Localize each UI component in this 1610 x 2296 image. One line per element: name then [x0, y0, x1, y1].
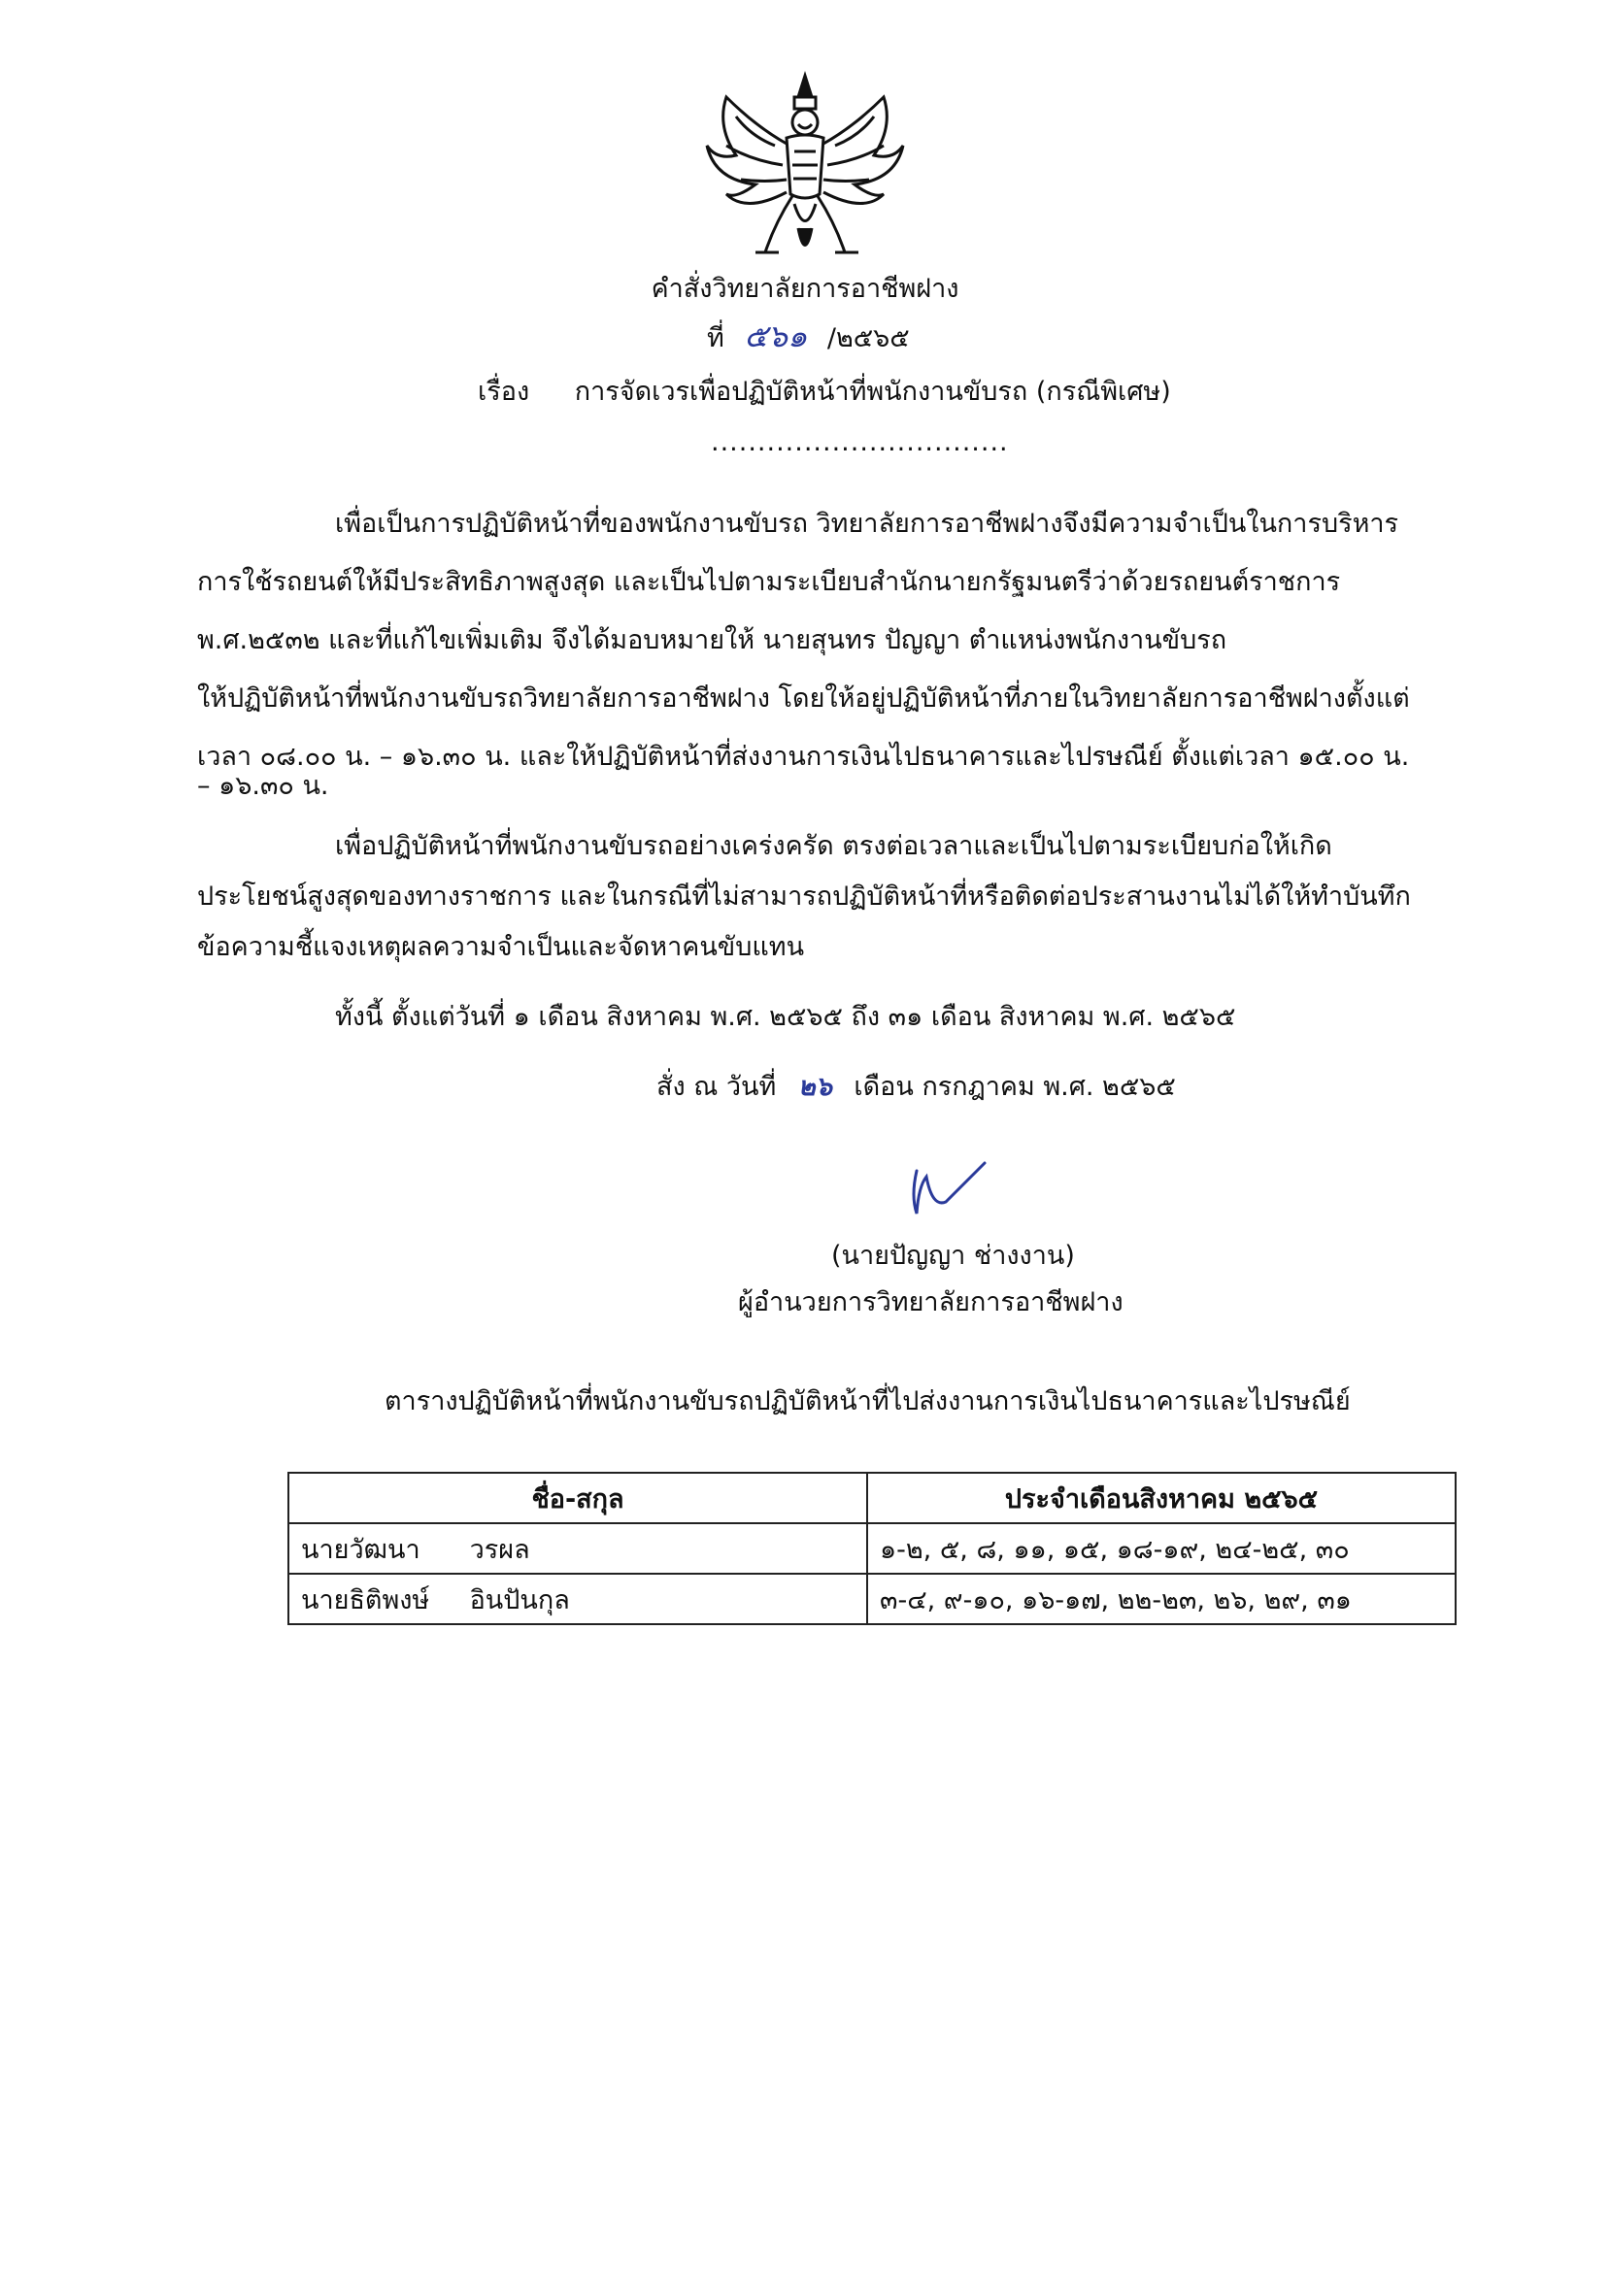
duty-schedule-table — [287, 1472, 1457, 1625]
paragraph-line: ประโยชน์สูงสุดของทางราชการ และในกรณีที่ไม่สามารถปฏิบัติหน้าที่หรือติดต่อประสานงานไม่ได้ให้ทำบันทึก — [197, 882, 1411, 912]
garuda-emblem — [697, 68, 913, 272]
table-row — [288, 1574, 1456, 1624]
driver-last-name: วรผล — [469, 1534, 530, 1565]
paragraph-line: การใช้รถยนต์ให้มีประสิทธิภาพสูงสุด และเป็นไปตามระเบียบสำนักนายกรัฐมนตรีว่าด้วยรถยนต์ราชการ — [197, 567, 1341, 597]
subject-label: เรื่อง — [478, 377, 530, 407]
paragraph-line: ข้อความชี้แจงเหตุผลความจำเป็นและจัดหาคนขับแทน — [197, 932, 805, 962]
order-date — [656, 1068, 1176, 1107]
order-date-rest: เดือน กรกฎาคม พ.ศ. ๒๕๖๕ — [854, 1072, 1176, 1102]
paragraph-line: เพื่อปฏิบัติหน้าที่พนักงานขับรถอย่างเคร่งครัด ตรงต่อเวลาและเป็นไปตามระเบียบก่อให้เกิด — [335, 831, 1332, 861]
column-header-dates: ประจำเดือนสิงหาคม ๒๕๖๕ — [867, 1473, 1456, 1523]
signatory-position: ผู้อำนวยการวิทยาลัยการอาชีพฝาง — [738, 1287, 1124, 1317]
driver-name — [288, 1523, 867, 1574]
signatory-name: (นายปัญญา ช่างงาน) — [831, 1241, 1075, 1271]
paragraph-line: ให้ปฏิบัติหน้าที่พนักงานขับรถวิทยาลัยการอาชีพฝาง โดยให้อยู่ปฏิบัติหน้าที่ภายในวิทยาลัยการอาชีพฝางตั้งแต่ — [197, 683, 1410, 714]
paragraph-line: เวลา ๐๘.๐๐ น. – ๑๖.๓๐ น. และให้ปฏิบัติหน้าที่ส่งงานการเงินไปธนาคารและไปรษณีย์ ตั้งแต่เวลา ๑๕.๐๐ น. — [197, 742, 1410, 772]
paragraph-line: – ๑๖.๓๐ น. — [197, 771, 329, 801]
table-header-row — [288, 1473, 1456, 1523]
driver-first-name: นายวัฒนา — [301, 1534, 420, 1565]
handwritten-signature — [903, 1157, 1000, 1225]
effective-period: ทั้งนี้ ตั้งแต่วันที่ ๑ เดือน สิงหาคม พ.ศ. ๒๕๖๕ ถึง ๓๑ เดือน สิงหาคม พ.ศ. ๒๕๖๕ — [335, 1002, 1236, 1032]
driver-last-name: อินปันกุล — [469, 1584, 570, 1615]
column-header-name: ชื่อ-สกุล — [288, 1473, 867, 1523]
order-subject — [478, 373, 1171, 412]
paragraph-line: เพื่อเป็นการปฏิบัติหน้าที่ของพนักงานขับรถ วิทยาลัยการอาชีพฝางจึงมีความจำเป็นในการบริหาร — [335, 509, 1399, 539]
header-separator: ................................ — [711, 427, 1009, 457]
order-number-year: /๒๕๖๕ — [826, 323, 910, 353]
table-row — [288, 1523, 1456, 1574]
order-number-handwritten: ๕๖๑ — [744, 317, 808, 354]
driver-name — [288, 1574, 867, 1624]
order-number — [707, 316, 910, 358]
order-title: คำสั่งวิทยาลัยการอาชีพฝาง — [651, 274, 959, 304]
driver-first-name: นายธิติพงษ์ — [301, 1584, 430, 1615]
order-date-day: ๒๖ — [797, 1072, 832, 1102]
order-date-prefix: สั่ง ณ วันที่ — [656, 1072, 777, 1102]
duty-days: ๓-๔, ๙-๑๐, ๑๖-๑๗, ๒๒-๒๓, ๒๖, ๒๙, ๓๑ — [867, 1574, 1456, 1624]
paragraph-line: พ.ศ.๒๕๓๒ และที่แก้ไขเพิ่มเติม จึงได้มอบหมายให้ นายสุนทร ปัญญา ตำแหน่งพนักงานขับรถ — [197, 625, 1227, 655]
order-number-prefix: ที่ — [707, 323, 724, 353]
subject-text: การจัดเวรเพื่อปฏิบัติหน้าที่พนักงานขับรถ (กรณีพิเศษ) — [574, 377, 1171, 407]
duty-days: ๑-๒, ๕, ๘, ๑๑, ๑๕, ๑๘-๑๙, ๒๔-๒๕, ๓๐ — [867, 1523, 1456, 1574]
schedule-title: ตารางปฏิบัติหน้าที่พนักงานขับรถปฏิบัติหน้าที่ไปส่งงานการเงินไปธนาคารและไปรษณีย์ — [385, 1386, 1351, 1416]
